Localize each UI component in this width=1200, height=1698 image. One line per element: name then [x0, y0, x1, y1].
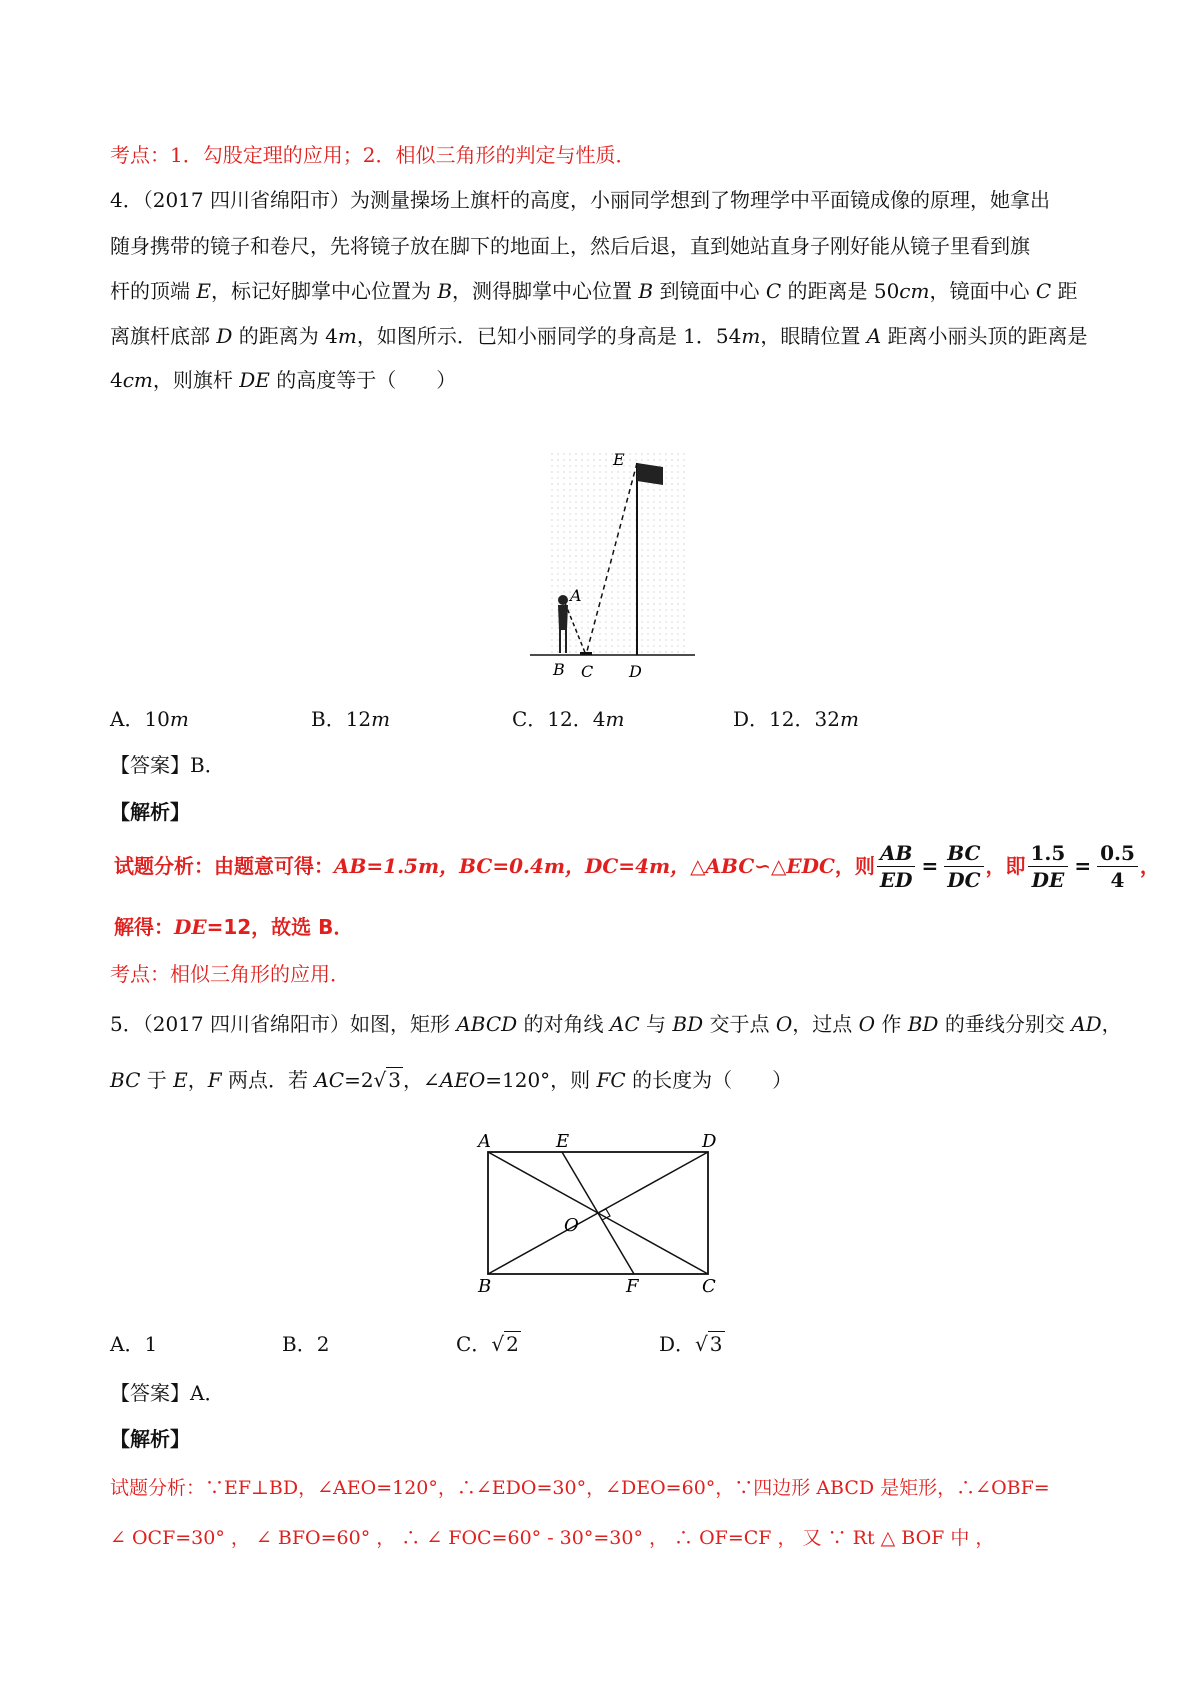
kaodian-q3: 考点：1．勾股定理的应用；2．相似三角形的判定与性质． — [110, 143, 636, 167]
q4-option-c: C．12．4m — [512, 707, 625, 731]
fraction-1.5-de: $\frac{1.5}{DE}$ — [1028, 840, 1069, 893]
q4-line4: 离旗杆底部 D 的距离为 4m，如图所示．已知小丽同学的身高是 1．54m，眼睛位置 A 距离小丽头顶的距离是 — [110, 324, 1088, 348]
q4-line3: 杆的顶端 E，标记好脚掌中心位置为 B，测得脚掌中心位置 B 到镜面中心 C 的距离是 50cm，镜面中心 C 距 — [110, 279, 1078, 303]
label-E: E — [556, 1131, 570, 1152]
mirror — [580, 652, 592, 655]
q5-jiexi-heading: 【解析】 — [110, 1427, 190, 1451]
label-A: A — [570, 586, 582, 605]
q4-solve: 解得：DE=12，故选 B． — [114, 915, 354, 939]
q5-answer: 【答案】A． — [110, 1381, 225, 1405]
fraction-ab-ed: $\frac{AB}{ED}$ — [877, 840, 916, 893]
label-F: F — [626, 1276, 639, 1295]
q4-option-d: D．12．32m — [733, 707, 859, 731]
q5-option-d: D．√ 3 — [659, 1332, 723, 1356]
q5-option-b: B．2 — [282, 1332, 330, 1356]
q4-analysis: 试题分析：由题意可得： AB=1.5m，BC=0.4m，DC=4m，△ABC∽△EDC ，则 $\frac{AB}{ED}$ = $\frac{BC}{DC}$ ，即 $\frac{1.5}{DE}$ = $\frac{0.5}{4}$ ， — [114, 840, 1160, 892]
q4-line2: 随身携带的镜子和卷尺，先将镜子放在脚下的地面上，然后后退，直到她站直身子刚好能从镜子里看到旗 — [110, 234, 1030, 258]
label-C: C — [581, 662, 594, 681]
label-B: B — [553, 660, 565, 679]
fraction-0.5-4: $\frac{0.5}{4}$ — [1097, 840, 1138, 893]
label-C: C — [702, 1276, 716, 1295]
sqrt-3: √ 3 — [373, 1068, 402, 1092]
flagpole-figure — [525, 445, 705, 685]
label-D: D — [629, 662, 642, 681]
label-E: E — [613, 450, 625, 469]
figure-background — [547, 450, 687, 655]
q4-answer: 【答案】B． — [110, 753, 225, 777]
q5-line2: BC 于 E，F 两点．若 AC=2√ 3 ，∠AEO=120°，则 FC 的长度为（ ） — [110, 1068, 793, 1092]
q4-option-a: A．10m — [110, 707, 189, 731]
q4-kaodian: 考点：相似三角形的应用． — [110, 962, 350, 986]
q4-option-b: B．12m — [311, 707, 391, 731]
q4-line1: 4．（2017 四川省绵阳市）为测量操场上旗杆的高度，小丽同学想到了物理学中平面镜成像的原理，她拿出 — [110, 188, 1050, 212]
label-B: B — [478, 1276, 492, 1295]
q5-option-c: C．√ 2 — [456, 1332, 519, 1356]
q5-option-a: A．1 — [110, 1332, 158, 1356]
fraction-bc-dc: $\frac{BC}{DC}$ — [944, 840, 983, 893]
q4-line5: 4cm，则旗杆 DE 的高度等于（ ） — [110, 368, 457, 392]
q5-analysis-line2: ∠ OCF=30° ， ∠ BFO=60° ， ∴ ∠ FOC=60° - 30°=30° ， ∴ OF=CF ， 又 ∵ Rt △ BOF 中 ， — [110, 1527, 995, 1549]
label-A: A — [478, 1131, 491, 1152]
label-D: D — [702, 1131, 717, 1152]
q5-analysis-line1: 试题分析：∵EF⊥BD，∠AEO=120°，∴∠EDO=30°，∠DEO=60°，∵四边形 ABCD 是矩形，∴∠OBF= — [110, 1477, 1050, 1499]
rectangle-figure — [470, 1125, 730, 1295]
q4-jiexi-heading: 【解析】 — [110, 800, 190, 824]
label-O: O — [564, 1215, 579, 1236]
q5-line1: 5．（2017 四川省绵阳市）如图，矩形 ABCD 的对角线 AC 与 BD 交于点 O，过点 O 作 BD 的垂线分别交 AD， — [110, 1012, 1122, 1036]
